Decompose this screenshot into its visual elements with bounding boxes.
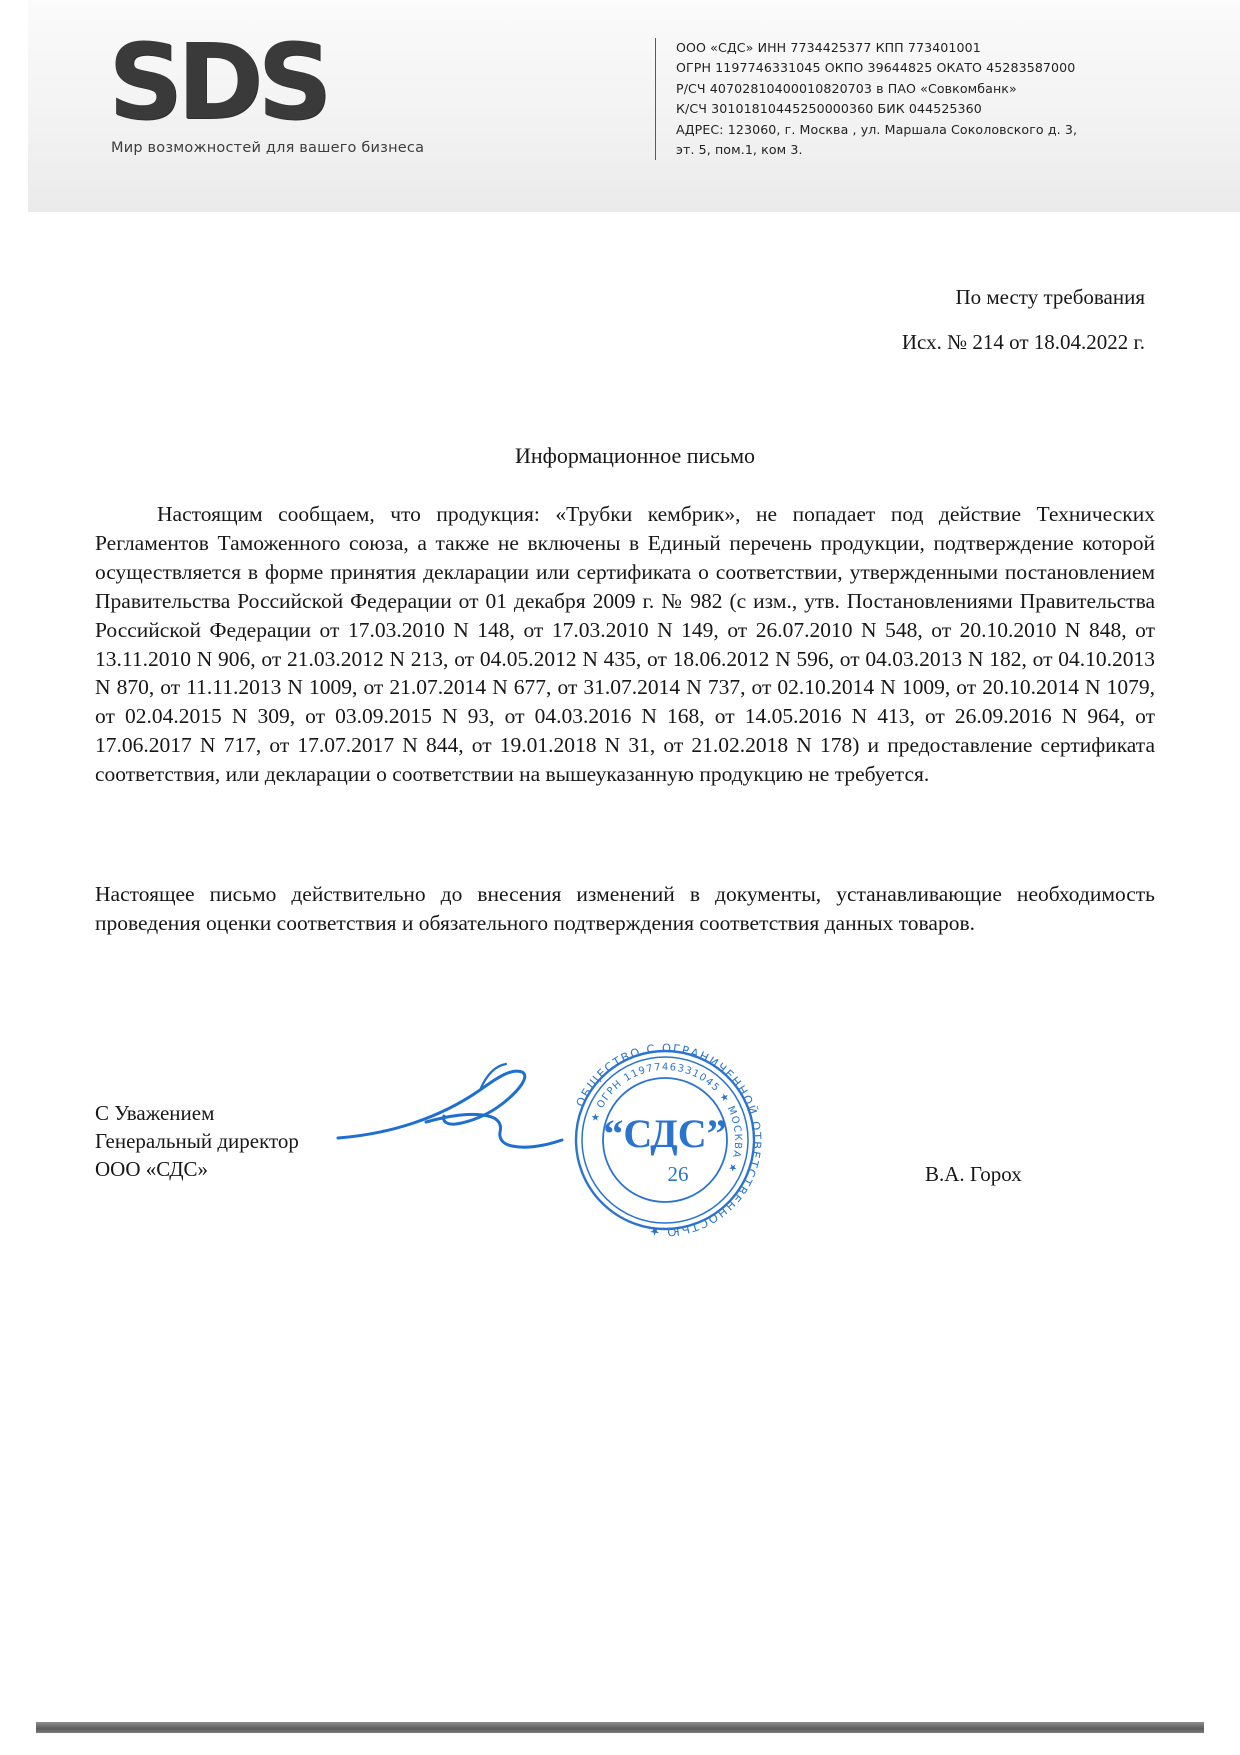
svg-text:ОБЩЕСТВО С ОГРАНИЧЕННОЙ ОТВЕТС: ОБЩЕСТВО С ОГРАНИЧЕННОЙ ОТВЕТСТВЕННОСТЬЮ ★ [573,1040,765,1240]
signature-block [95,1100,299,1184]
letterhead-band [0,0,1240,228]
signer-name: В.А. Горох [925,1162,1022,1186]
requisite-line: АДРЕС: 123060, г. Москва , ул. Маршала Соколовского д. 3, [676,121,1078,137]
outgoing-number-line: Исх. № 214 от 18.04.2022 г. [901,330,1145,354]
footer-bar [36,1722,1204,1733]
signature-closing: С Уважением [95,1101,215,1125]
signer-company: ООО «СДС» [95,1156,209,1181]
body-paragraph-2: Настоящее письмо действительно до внесения изменений в документы, устанавливающие необходимость проведения оценки соответствия и обязательного подтверждения соответствия данных товаров. [95,882,1155,935]
logo-wordmark: SDS [108,21,327,143]
logo-tagline: Мир возможностей для вашего бизнеса [111,140,425,156]
requisite-line: ОГРН 1197746331045 ОКПО 39644825 ОКАТО 45283587000 [676,60,1076,76]
company-stamp-icon [560,1035,770,1245]
company-logo [108,21,528,156]
company-requisites [655,38,1216,160]
page-title: Информационное письмо [514,443,755,468]
letterhead-left-margin [0,0,28,228]
body-paragraph-1: Настоящим сообщаем, что продукция: «Трубки кембрик», не попадает под действие Технических Регламентов Таможенного союза, а также не включены в Единый перечень продукции, подтверждение которой осуществляется в форме принятия декларации или сертификата о соответствии, утвержденными постановлением Правительства Российской Федерации от 01 декабря 2009 г. № 982 (с изм., утв. Постановлениями Правительства Российской Федерации от 17.03.2010 N 148, от 17.03.2010 N 149, от 26.07.2010 N 548, от 20.10.2010 N 848, от 13.11.2010 N 906, от 21.03.2012 N 213, от 04.05.2012 N 435, от 18.06.2012 N 596, от 04.03.2013 N 182, от 04.10.2013 N 870, от 11.11.2013 N 1009, от 21.07.2014 N 677, от 31.07.2014 N 737, от 02.10.2014 N 1009, от 20.10.2014 N 1079, от 02.04.2015 N 309, от 03.09.2015 N 93, от 04.03.2016 N 168, от 14.05.2016 N 413, от 26.09.2016 N 964, от 17.06.2017 N 717, от 17.07.2017 N 844, от 19.01.2018 N 31, от 21.02.2018 N 178) и предоставление сертификата соответствия, или декларации о соответствии на вышеуказанную продукцию не требуется. [95,502,1155,787]
requisite-line: ООО «СДС» ИНН 7734425377 КПП 773401001 [676,40,981,55]
letterhead-bottom-margin [0,212,1240,228]
svg-text:26: 26 [667,1162,689,1186]
svg-text:“СДС”: “СДС” [603,1111,727,1156]
svg-text:★ ОГРН 1197746331045 ★ МОСКВА: ★ ОГРН 1197746331045 ★ МОСКВА ★ [589,1061,744,1175]
signer-position: Генеральный директор [95,1128,299,1153]
requisite-line: К/СЧ 30101810445250000360 БИК 044525360 [676,101,982,117]
requisite-line: эт. 5, пом.1, ком 3. [676,141,803,157]
addressee-line: По месту требования [955,285,1145,309]
requisite-line: Р/СЧ 40702810400010820703 в ПАО «Совкомбанк» [676,80,1017,96]
